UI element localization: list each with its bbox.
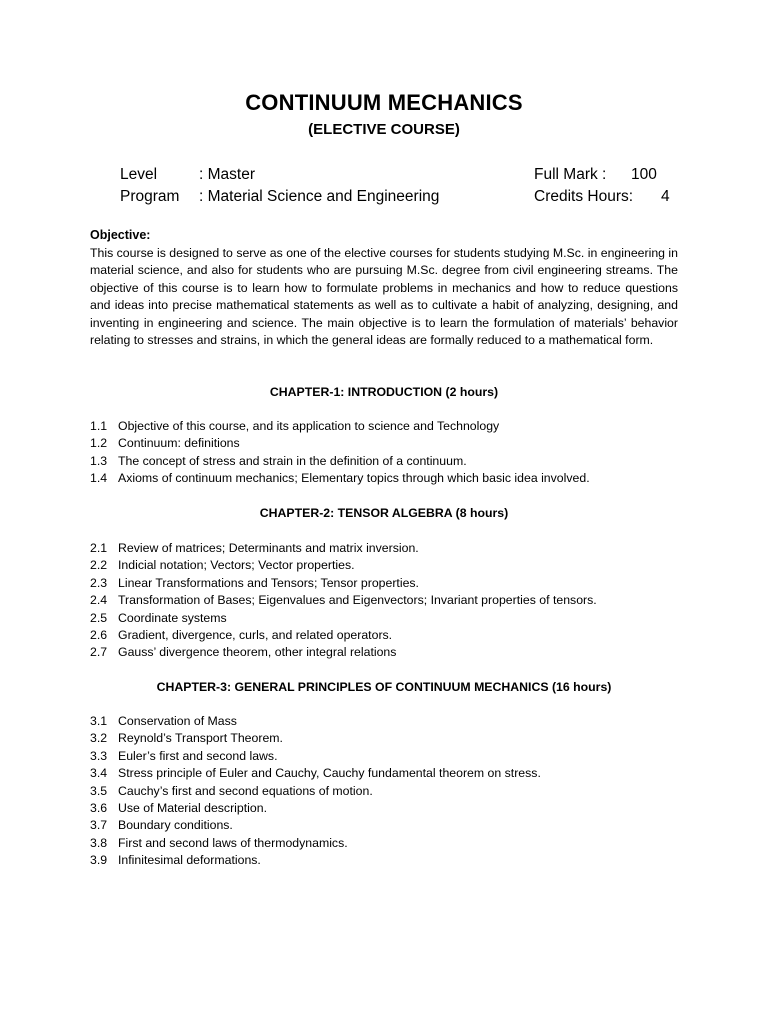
item-number: 3.5 (90, 783, 108, 798)
full-mark-value: 100 (631, 166, 657, 183)
item-text: The concept of stress and strain in the definition of a continuum. (118, 453, 467, 468)
list-item (90, 540, 597, 557)
program-row (120, 188, 439, 206)
item-number: 1.1 (90, 419, 108, 433)
item-number: 2.4 (90, 593, 108, 608)
list-item (90, 470, 590, 487)
full-mark-row (534, 166, 657, 184)
list-item (90, 852, 541, 869)
item-text: Euler’s first and second laws. (118, 748, 278, 763)
credits-key: Credits Hours: (534, 188, 634, 205)
list-item (90, 765, 541, 782)
item-number: 1.3 (90, 453, 108, 468)
item-number: 2.7 (90, 645, 108, 660)
credits-row (534, 188, 670, 206)
item-number: 3.9 (90, 853, 108, 868)
item-number: 2.6 (90, 628, 108, 643)
document-subtitle: (ELECTIVE COURSE) (308, 121, 460, 138)
list-item (90, 713, 541, 730)
item-text: Transformation of Bases; Eigenvalues and Eigenvectors; Invariant properties of tensors. (118, 593, 597, 608)
item-text: Cauchy’s first and second equations of motion. (118, 783, 373, 798)
item-number: 3.4 (90, 766, 108, 781)
program-key: Program (120, 188, 180, 205)
item-number: 3.1 (90, 714, 108, 728)
item-text: Use of Material description. (118, 801, 267, 816)
item-text: Boundary conditions. (118, 818, 233, 833)
item-number: 2.3 (90, 575, 108, 590)
list-item (90, 835, 541, 852)
item-number: 3.7 (90, 818, 108, 833)
item-text: Axioms of continuum mechanics; Elementary topics through which basic idea involved. (118, 471, 590, 486)
chapter-2-topics (90, 540, 597, 662)
objective-label: Objective: (90, 228, 151, 242)
item-text: Gauss’ divergence theorem, other integral relations (118, 645, 397, 660)
item-number: 1.4 (90, 471, 108, 486)
chapter-1-topics (90, 418, 590, 488)
item-text: Continuum: definitions (118, 436, 240, 451)
item-text: Conservation of Mass (118, 714, 237, 728)
item-number: 2.1 (90, 541, 108, 555)
list-item (90, 453, 590, 470)
item-text: First and second laws of thermodynamics. (118, 835, 348, 850)
level-row (120, 166, 255, 184)
item-text: Objective of this course, and its application to science and Technology (118, 419, 500, 433)
item-text: Coordinate systems (118, 610, 227, 625)
item-number: 3.2 (90, 731, 108, 746)
list-item (90, 748, 541, 765)
list-item (90, 610, 597, 627)
item-number: 3.3 (90, 748, 108, 763)
item-number: 1.2 (90, 436, 108, 451)
chapter-3-topics (90, 713, 541, 870)
item-text: Stress principle of Euler and Cauchy, Cauchy fundamental theorem on stress. (118, 766, 541, 781)
item-text: Review of matrices; Determinants and matrix inversion. (118, 541, 419, 555)
list-item (90, 627, 597, 644)
list-item (90, 817, 541, 834)
list-item (90, 644, 597, 661)
item-text: Infinitesimal deformations. (118, 853, 261, 868)
objective-text: This course is designed to serve as one of the elective courses for students studying M.Sc. in engineering in material science, and also for students who are pursuing M.Sc. degree from civil engineering streams. The objective of this course is to learn how to formulate problems in mechanics and how to reduce questions and ideas into precise mathematical statements as well as to cultivate a habit of analyzing, designing, and inventing in engineering and science. The main objective is to learn the formulation of materials’ behavior relating to stresses and strains, in which the general ideas are formally reduced to a mathematical form. (90, 246, 678, 348)
item-number: 2.5 (90, 610, 108, 625)
program-value: : Material Science and Engineering (199, 188, 440, 205)
full-mark-key: Full Mark : (534, 166, 607, 183)
list-item (90, 783, 541, 800)
level-value: : Master (199, 166, 255, 183)
list-item (90, 418, 590, 435)
chapter-1-heading: CHAPTER-1: INTRODUCTION (2 hours) (269, 385, 499, 399)
list-item (90, 730, 541, 747)
document-title: CONTINUUM MECHANICS (245, 90, 523, 115)
level-key: Level (120, 166, 158, 183)
item-text: Gradient, divergence, curls, and related operators. (118, 628, 393, 643)
item-text: Linear Transformations and Tensors; Tensor properties. (118, 575, 419, 590)
chapter-2-heading: CHAPTER-2: TENSOR ALGEBRA (8 hours) (259, 506, 509, 520)
chapter-3-heading: CHAPTER-3: GENERAL PRINCIPLES OF CONTINUUM MECHANICS (16 hours) (156, 680, 612, 694)
item-number: 3.8 (90, 835, 108, 850)
list-item (90, 575, 597, 592)
item-number: 3.6 (90, 801, 108, 816)
list-item (90, 592, 597, 609)
list-item (90, 435, 590, 452)
list-item (90, 800, 541, 817)
credits-value: 4 (661, 188, 670, 205)
item-text: Indicial notation; Vectors; Vector properties. (118, 558, 355, 573)
list-item (90, 557, 597, 574)
item-number: 2.2 (90, 558, 108, 573)
item-text: Reynold’s Transport Theorem. (118, 731, 283, 746)
